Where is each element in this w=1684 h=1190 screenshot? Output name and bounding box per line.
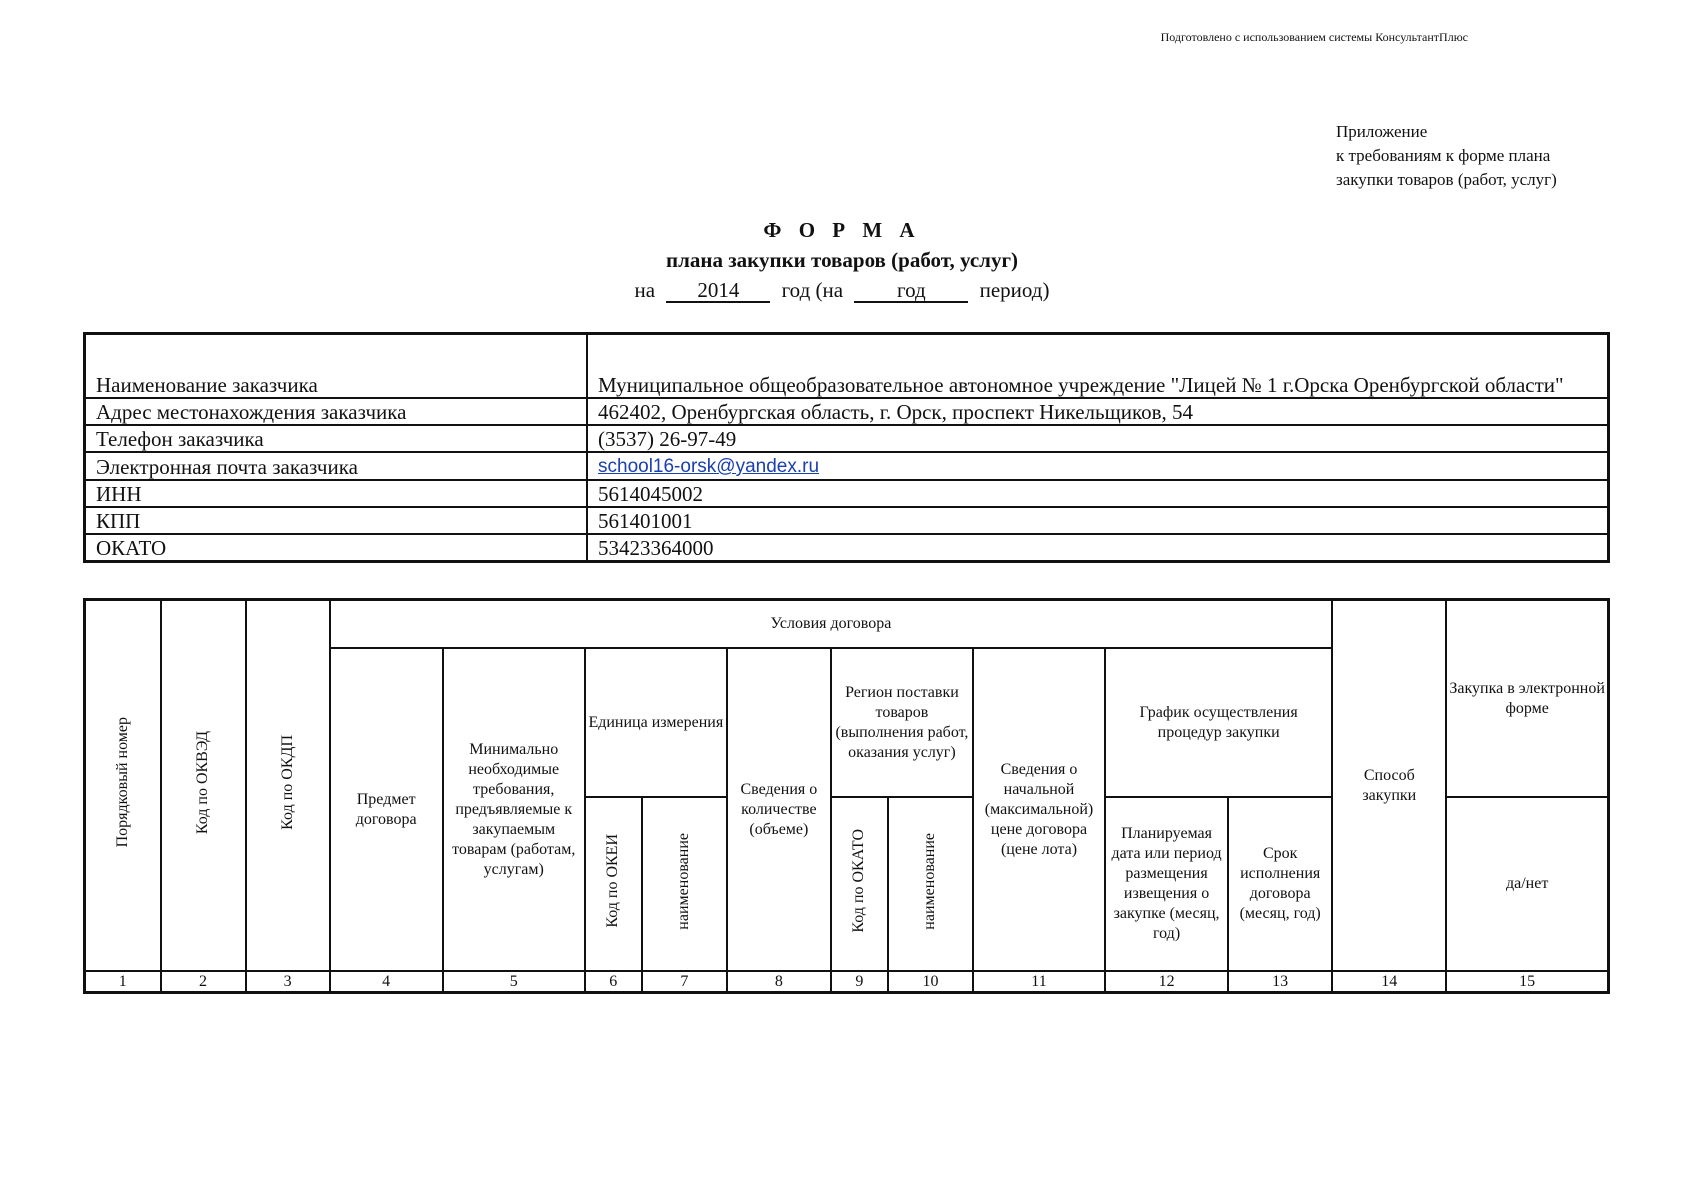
col-unit-name: наименование (642, 797, 727, 971)
col-okei: Код по ОКЕИ (585, 797, 642, 971)
info-row (85, 334, 1609, 399)
appendix-line-3: закупки товаров (работ, услуг) (1336, 170, 1557, 189)
col-term: Срок исполнения договора (месяц, год) (1228, 797, 1332, 971)
column-number: 5 (443, 971, 585, 993)
info-label: Телефон заказчика (85, 425, 588, 452)
col-quantity: Сведения о количестве (объеме) (727, 648, 831, 971)
form-title: Ф О Р М А (763, 218, 921, 242)
info-value: 462402, Оренбургская область, г. Орск, проспект Никельщиков, 54 (587, 398, 1609, 425)
info-row (85, 452, 1609, 480)
form-subtitle: плана закупки товаров (работ, услуг) (666, 248, 1018, 272)
customer-info-table (83, 332, 1610, 563)
appendix-line-2: к требованиям к форме плана (1336, 146, 1551, 165)
period-suffix: период) (979, 278, 1050, 302)
col-okato: Код по ОКАТО (831, 797, 888, 971)
appendix-line-1: Приложение (1336, 122, 1428, 141)
info-label: Электронная почта заказчика (85, 452, 588, 480)
info-row (85, 425, 1609, 452)
header-row-1 (85, 600, 1609, 649)
col-serial: Порядковый номер (85, 600, 161, 972)
column-number: 10 (888, 971, 973, 993)
group-schedule: График осуществления процедур закупки (1105, 648, 1332, 797)
info-row (85, 398, 1609, 425)
info-label: Адрес местонахождения заказчика (85, 398, 588, 425)
group-unit: Единица измерения (585, 648, 727, 797)
info-value: Муниципальное общеобразовательное автономное учреждение "Лицей № 1 г.Орска Оренбургской области" (587, 334, 1609, 399)
column-number: 4 (330, 971, 443, 993)
column-number: 12 (1105, 971, 1228, 993)
info-row (85, 480, 1609, 507)
consultant-note: Подготовлено с использованием системы КонсультантПлюс (1160, 30, 1468, 44)
period-prefix: на (634, 278, 656, 302)
info-label: ИНН (85, 480, 588, 507)
group-contract-terms: Условия договора (330, 600, 1333, 649)
col-okdp: Код по ОКДП (246, 600, 330, 972)
form-period (0, 278, 1684, 308)
plan-year: 2014 (666, 279, 770, 303)
group-electronic: Закупка в электронной форме (1446, 600, 1608, 798)
info-value: 561401001 (587, 507, 1609, 534)
col-planned-date: Планируемая дата или период размещения извещения о закупке (месяц, год) (1105, 797, 1228, 971)
info-label: Наименование заказчика (85, 334, 588, 399)
column-number: 1 (85, 971, 161, 993)
title-block (0, 218, 1684, 308)
column-number: 13 (1228, 971, 1332, 993)
column-number: 9 (831, 971, 888, 993)
column-number: 2 (161, 971, 246, 993)
column-numbers-row (85, 971, 1609, 993)
info-value: 53423364000 (587, 534, 1609, 562)
column-number: 6 (585, 971, 642, 993)
column-number: 15 (1446, 971, 1608, 993)
info-label: КПП (85, 507, 588, 534)
info-label: ОКАТО (85, 534, 588, 562)
group-region: Регион поставки товаров (выполнения работ, оказания услуг) (831, 648, 973, 797)
info-value (587, 452, 1609, 480)
column-number: 3 (246, 971, 330, 993)
column-number: 7 (642, 971, 727, 993)
appendix-note (1336, 120, 1557, 192)
column-number: 14 (1332, 971, 1446, 993)
col-subject: Предмет договора (330, 648, 443, 971)
col-requirements: Минимально необходимые требования, предъявляемые к закупаемым товарам (работам, услугам) (443, 648, 585, 971)
period-mid: год (на (781, 278, 844, 302)
period-years: год (854, 279, 968, 303)
procurement-plan-table (83, 598, 1610, 994)
column-number: 11 (973, 971, 1105, 993)
column-number: 8 (727, 971, 831, 993)
col-method: Способ закупки (1332, 600, 1446, 972)
col-initial-price: Сведения о начальной (максимальной) цене договора (цене лота) (973, 648, 1105, 971)
col-yes-no: да/нет (1446, 797, 1608, 971)
info-value: (3537) 26-97-49 (587, 425, 1609, 452)
info-value: 5614045002 (587, 480, 1609, 507)
col-okved: Код по ОКВЭД (161, 600, 246, 972)
col-region-name: наименование (888, 797, 973, 971)
email-link[interactable]: school16-orsk@yandex.ru (598, 456, 820, 477)
info-row (85, 534, 1609, 562)
info-row (85, 507, 1609, 534)
